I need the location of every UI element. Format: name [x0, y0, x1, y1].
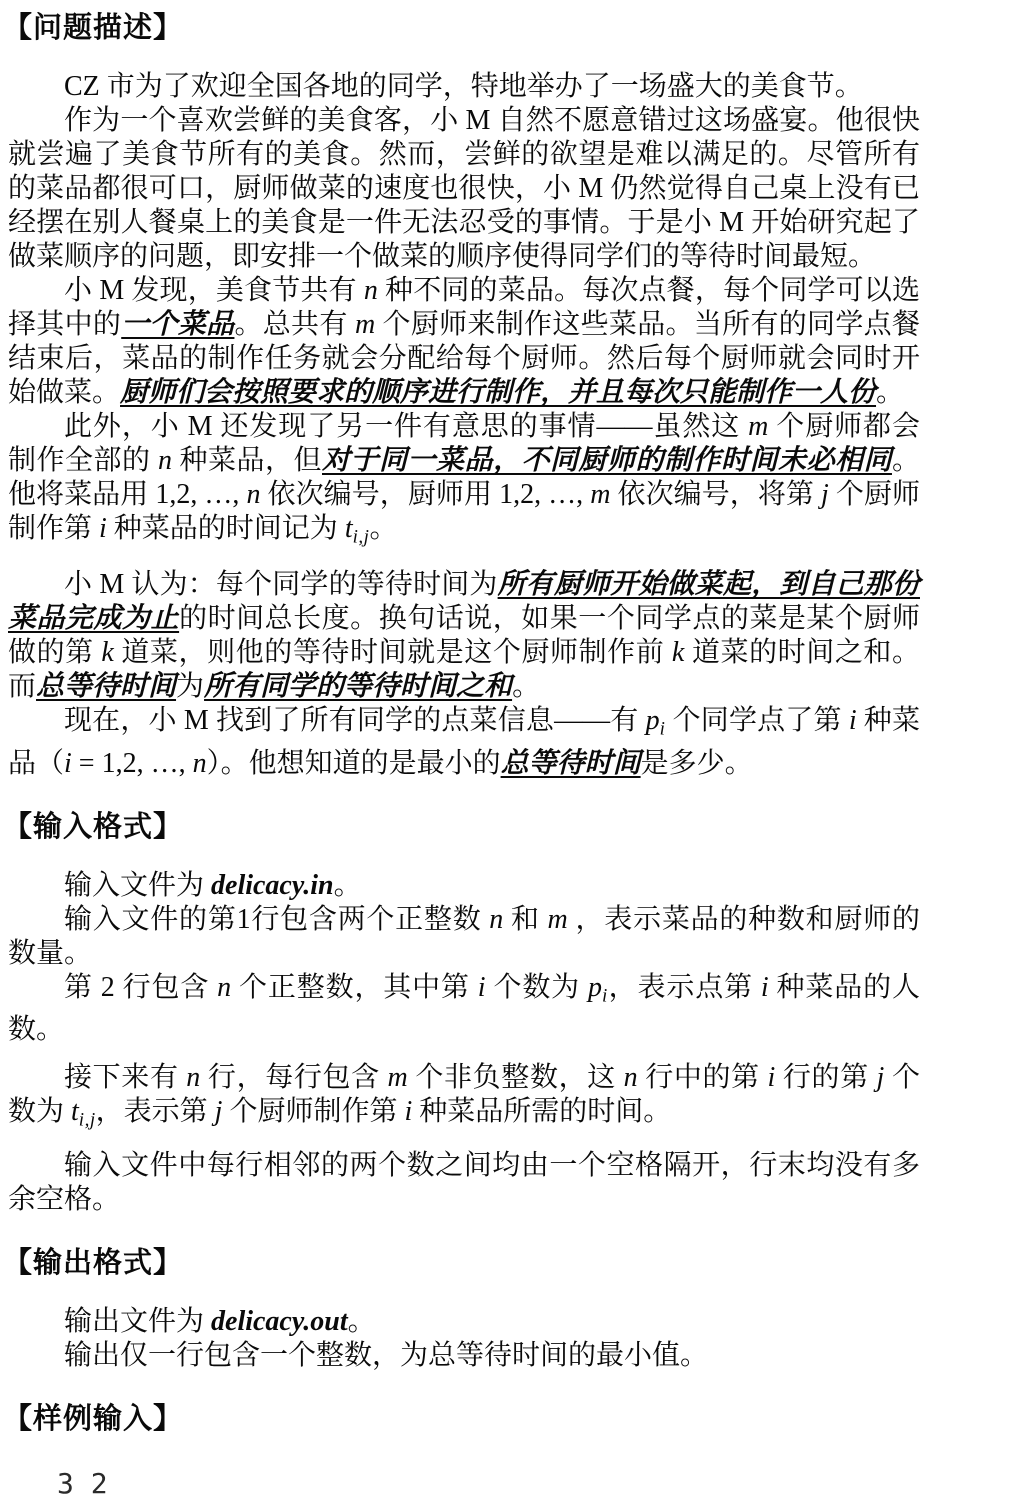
text-run: 个厨师制作第 — [222, 1095, 405, 1127]
emphasized-text: 总等待时间 — [500, 747, 641, 779]
math-variable: n — [186, 1061, 201, 1093]
math-variable: n — [489, 903, 504, 935]
paragraph — [8, 704, 920, 780]
text-run: 依次编号，将第 — [610, 479, 821, 510]
text-run: 是多少。 — [640, 747, 753, 779]
text-run: ，表示点第 — [607, 971, 761, 1003]
math-variable: k — [671, 637, 685, 669]
paragraph — [8, 410, 920, 554]
text-run: 种不同的菜品。每次点餐，每个同学可以选择其中的 — [8, 275, 920, 340]
math-subscript: i,j — [352, 526, 370, 548]
text-run: ）。他想知道的是最小的 — [206, 747, 501, 779]
math-variable: n — [158, 445, 172, 476]
section-heading-input-format: 【输入格式】 — [3, 810, 184, 843]
math-variable: m — [748, 411, 769, 442]
math-variable: i — [767, 1061, 776, 1093]
math-variable: p — [587, 971, 602, 1003]
math-subscript: i — [601, 984, 608, 1006]
text-run: 。总共有 — [234, 309, 355, 340]
text-run: 行的第 — [775, 1061, 877, 1093]
text-run: 道菜，则他的等待时间就是这个厨师制作前 — [113, 637, 672, 669]
math-variable: j — [876, 1061, 885, 1093]
text-run: 种菜品（ — [8, 705, 920, 779]
text-run: 。 — [369, 513, 398, 544]
math-variable: i — [404, 1095, 413, 1127]
text-run: 输出仅一行包含一个整数，为总等待时间的最小值。 — [64, 1340, 709, 1372]
math-variable: n — [246, 479, 261, 510]
paragraph — [8, 70, 920, 104]
section-heading-output-format: 【输出格式】 — [3, 1247, 184, 1280]
math-variable: n — [217, 971, 232, 1003]
math-variable: i — [99, 513, 107, 544]
section-sample-input — [3, 1401, 920, 1501]
text-run: 第 2 行包含 — [64, 971, 218, 1003]
paragraph — [8, 1149, 920, 1217]
section-problem-description — [3, 10, 920, 781]
math-variable: i — [848, 705, 857, 737]
math-variable: i — [477, 971, 486, 1003]
emphasized-text: 对于同一菜品，不同厨师的制作时间未必相同 — [322, 445, 892, 476]
paragraph — [8, 1061, 920, 1137]
text-run: 道菜的时间之和。而 — [8, 637, 920, 703]
math-subscript: i,j — [78, 1109, 96, 1131]
math-variable: m — [387, 1061, 408, 1093]
math-variable: k — [101, 637, 114, 669]
text-run: 个厨师都会制作全部的 — [8, 411, 920, 476]
section-output-format — [3, 1245, 920, 1373]
text-run: 的时间总长度。换句话说，如果一个同学点的菜是某个厨师做的第 — [8, 603, 920, 669]
text-run: 小 M 发现，美食节共有 — [64, 275, 364, 306]
text-run: CZ 市为了欢迎全国各地的同学，特地举办了一场盛大的美食节。 — [64, 71, 863, 102]
math-variable: n — [363, 275, 378, 306]
text-run: 行，每行包含 — [200, 1061, 388, 1093]
math-variable: j — [821, 479, 829, 510]
text-run: 种菜品的人数。 — [8, 971, 920, 1045]
text-run: 个厨师制作第 — [8, 479, 920, 544]
math-variable: p — [645, 705, 660, 737]
math-variable: j — [214, 1095, 223, 1127]
text-run: 小 M 认为：每个同学的等待时间为 — [64, 569, 498, 601]
text-run: ，表示菜品的种数和厨师的数量。 — [8, 903, 920, 969]
emphasized-text: 所有同学的等待时间之和 — [204, 671, 513, 703]
text-run: 输入文件为 — [64, 869, 212, 901]
file-name: delicacy.out — [211, 1306, 348, 1338]
text-run: 为 — [176, 671, 205, 703]
text-run: 。 — [347, 1306, 376, 1338]
math-variable: t — [71, 1095, 79, 1127]
text-run: 依次编号，厨师用 1,2, …, — [260, 479, 591, 510]
paragraph — [8, 274, 920, 410]
text-run: 输出文件为 — [64, 1306, 212, 1338]
emphasized-text: 总等待时间 — [36, 671, 177, 703]
text-run: 个非负整数，这 — [407, 1061, 624, 1093]
text-run: 现在，小 M 找到了所有同学的点菜信息——有 — [64, 705, 646, 737]
file-name: delicacy.in — [211, 869, 334, 901]
text-run: 种菜品所需的时间。 — [412, 1095, 672, 1127]
paragraph — [8, 568, 920, 704]
text-run: 个数为 — [8, 1061, 920, 1127]
text-run: 输入文件的第1行包含两个正整数 — [64, 903, 490, 935]
text-run: 个正整数，其中第 — [231, 971, 478, 1003]
paragraph — [8, 903, 920, 971]
section-heading-sample-input: 【样例输入】 — [3, 1403, 184, 1436]
paragraph — [8, 1305, 920, 1339]
emphasized-text: 一个菜品 — [121, 309, 235, 340]
emphasized-text: 所有厨师开始做菜起，到自己那份菜品完成为止 — [8, 569, 920, 635]
math-variable: i — [64, 747, 72, 779]
text-run: 个同学点了第 — [665, 705, 849, 737]
math-variable: m — [354, 309, 376, 340]
emphasized-text: 厨师们会按照要求的顺序进行制作，并且每次只能制作一人份 — [120, 377, 877, 408]
math-variable: n — [623, 1061, 638, 1093]
text-run: 接下来有 — [64, 1061, 187, 1093]
paragraph — [8, 971, 920, 1047]
text-run: ，表示第 — [95, 1095, 215, 1127]
math-variable: n — [192, 747, 207, 779]
text-run: = 1,2, …, — [71, 747, 193, 779]
section-input-format — [3, 809, 920, 1218]
paragraph — [8, 1339, 920, 1373]
text-run: 输入文件中每行相邻的两个数之间均由一个空格隔开，行末均没有多余空格。 — [8, 1150, 920, 1216]
text-run: 。他将菜品用 1,2, …, — [8, 445, 920, 510]
text-run: 种菜品，但 — [172, 445, 322, 476]
text-run: 。 — [333, 869, 362, 901]
text-run: 此外，小 M 还发现了另一件有意思的事情——虽然这 — [64, 411, 749, 442]
text-run: 和 — [503, 903, 548, 935]
section-heading-problem-description: 【问题描述】 — [3, 12, 184, 44]
math-variable: m — [547, 903, 568, 935]
sample-input-code: 3 2 — [57, 1467, 108, 1501]
text-run: 。 — [512, 671, 541, 703]
math-variable: t — [344, 513, 353, 544]
paragraph — [8, 104, 920, 274]
text-run: 个数为 — [485, 971, 588, 1003]
math-variable: m — [590, 479, 611, 510]
math-subscript: i — [659, 718, 666, 740]
text-run: 作为一个喜欢尝鲜的美食客，小 M 自然不愿意错过这场盛宴。他很快就尝遍了美食节所有的美食。然而，尝鲜的欲望是难以满足的。尽管所有的菜品都很可口，厨师做菜的速度也很快，小 M 仍然觉得自己桌上没有已经摆在别人餐桌上的美食是一件无法忍受的事情。于是小 M 开始研究起了做菜顺序的问题，即安排一个做菜的顺序使得同学们的等待时间最短。 — [8, 105, 920, 272]
text-run: 个厨师来制作这些菜品。当所有的同学点餐结束后，菜品的制作任务就会分配给每个厨师。然后每个厨师就会同时开始做菜。 — [8, 309, 920, 408]
paragraph — [8, 869, 920, 903]
text-run: 种菜品的时间记为 — [106, 513, 345, 544]
text-run: 行中的第 — [637, 1061, 768, 1093]
math-variable: i — [760, 971, 769, 1003]
text-run: 。 — [876, 377, 905, 408]
